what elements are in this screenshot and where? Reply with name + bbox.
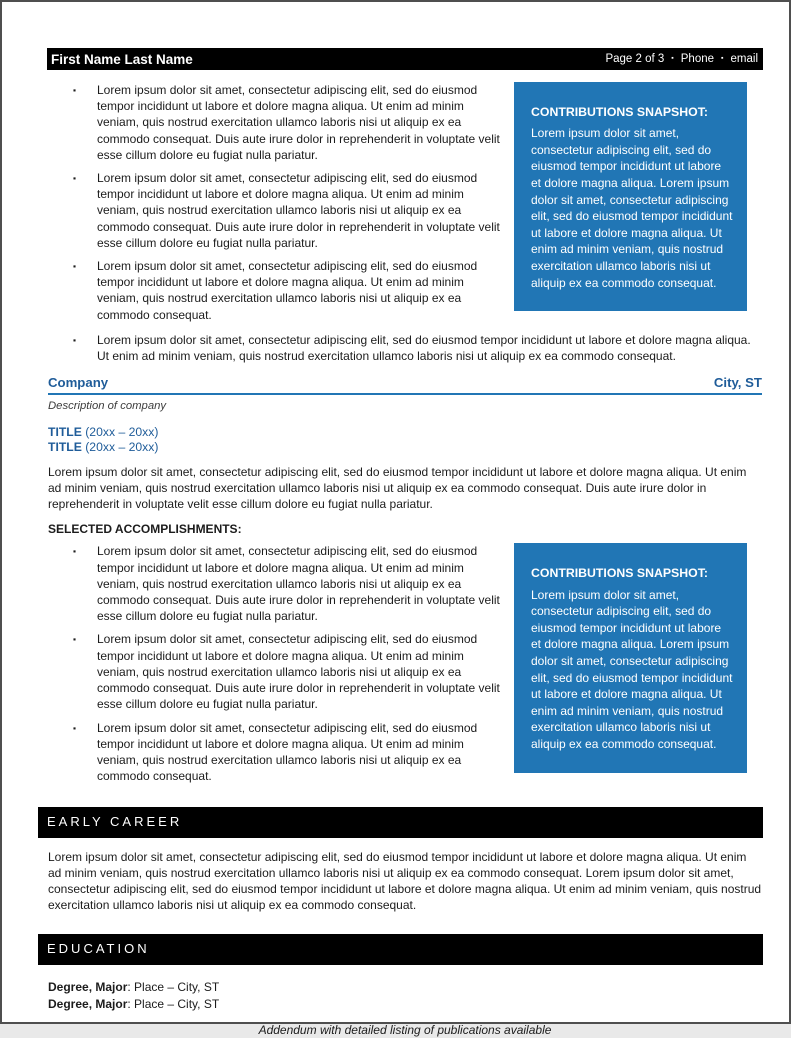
list-item [48,82,500,163]
list-item [48,543,500,624]
degree-line [48,996,762,1013]
bullet-text: Lorem ipsum dolor sit amet, consectetur adipiscing elit, sed do eiusmod tempor incididunt ut labore et dolore magna aliqua. Ut enim ad minim veniam, quis nostrud exercitation ullamco laboris nisi ut aliquip ex ea commodo consequat. Duis aute irure dolor in reprehenderit in voluptate velit esse cillum dolore eu fugiat nulla pariatur. [97,544,500,624]
square-separator-icon: ▪ [721,54,724,62]
bullet-icon: ▪ [73,173,77,184]
square-separator-icon: ▪ [671,54,674,62]
addendum-note: Addendum with detailed listing of publications available [258,1022,552,1037]
degree-name: Degree, Major [48,996,128,1011]
job-dates: (20xx – 20xx) [85,439,159,454]
list-item [48,720,500,785]
list-item [48,631,500,712]
snapshot-title: CONTRIBUTIONS SNAPSHOT: [531,566,708,581]
snapshot-title: CONTRIBUTIONS SNAPSHOT: [531,105,708,119]
degree-line [48,979,762,996]
bullet-icon: ▪ [73,334,77,345]
bullet-text: Lorem ipsum dolor sit amet, consectetur adipiscing elit, sed do eiusmod tempor incididunt ut labore et dolore magna aliqua. Ut enim ad minim veniam, quis nostrud exercitation ullamco laboris nisi ut aliquip ex ea commodo consequat. Duis aute irure dolor in reprehenderit in voluptate velit esse cillum dolore eu fugiat nulla pariatur. [97,171,500,250]
snapshot-body: Lorem ipsum dolor sit amet, consectetur adipiscing elit, sed do eiusmod tempor incididunt ut labore et dolore magna aliqua. Lorem ipsum dolor sit amet, consectetur adipiscing elit, sed do eiusmod tempor incididunt ut labore et dolore magna aliqua. Ut enim ad minim veniam, quis nostrud exercitation ullamco laboris nisi ut aliquip ex ea commodo consequat. [531,126,733,290]
company-name: Company [48,375,109,391]
page-number: Page 2 of 3 [605,53,665,65]
degree-place: : Place – City, ST [127,979,220,994]
header-name: First Name Last Name [51,51,193,67]
accomplishments-label: SELECTED ACCOMPLISHMENTS: [48,522,242,537]
job-dates: (20xx – 20xx) [85,424,159,439]
list-item [48,258,500,323]
job-titles [48,425,762,455]
bullet-text: Lorem ipsum dolor sit amet, consectetur adipiscing elit, sed do eiusmod tempor incididunt ut labore et dolore magna aliqua. Ut enim ad minim veniam, quis nostrud exercitation ullamco laboris nisi ut aliquip ex ea commodo consequat. [97,332,751,364]
bullet-text: Lorem ipsum dolor sit amet, consectetur adipiscing elit, sed do eiusmod tempor incididunt ut labore et dolore magna aliqua. Ut enim ad minim veniam, quis nostrud exercitation ullamco laboris nisi ut aliquip ex ea commodo consequat. Duis aute irure dolor in reprehenderit in voluptate velit esse cillum dolore eu fugiat nulla pariatur. [97,83,500,162]
contributions-snapshot-box [514,543,747,772]
accomplishments-section [48,543,762,791]
header-email: email [730,53,758,65]
header-phone: Phone [680,53,715,65]
bullet-icon: ▪ [73,722,77,733]
early-career-banner: EARLY CAREER [38,807,763,837]
job-title-line [48,440,762,455]
degree-place: : Place – City, ST [127,996,220,1011]
bullet-text: Lorem ipsum dolor sit amet, consectetur adipiscing elit, sed do eiusmod tempor incididunt ut labore et dolore magna aliqua. Ut enim ad minim veniam, quis nostrud exercitation ullamco laboris nisi ut aliquip ex ea commodo consequat. [97,720,478,784]
snapshot-body: Lorem ipsum dolor sit amet, consectetur adipiscing elit, sed do eiusmod tempor incididunt ut labore et dolore magna aliqua. Lorem ipsum dolor sit amet, consectetur adipiscing elit, sed do eiusmod tempor incididunt ut labore et dolore magna aliqua. Ut enim ad minim veniam, quis nostrud exercitation ullamco laboris nisi ut aliquip ex ea commodo consequat. [531,587,733,752]
experience-bullets [48,82,514,330]
header-contact [605,53,758,65]
experience-section [48,82,762,330]
bullet-text: Lorem ipsum dolor sit amet, consectetur adipiscing elit, sed do eiusmod tempor incididunt ut labore et dolore magna aliqua. Ut enim ad minim veniam, quis nostrud exercitation ullamco laboris nisi ut aliquip ex ea commodo consequat. [97,259,478,322]
degrees-list [48,979,762,1013]
bullet-icon: ▪ [73,634,77,645]
education-banner: EDUCATION [38,934,763,964]
company-heading-row [48,375,762,395]
bullet-icon: ▪ [73,85,77,95]
degree-name: Degree, Major [48,979,128,994]
company-location: City, ST [713,375,762,391]
company-description: Description of company [48,400,167,413]
list-item [48,170,500,251]
page-content [48,82,762,1038]
bullet-text: Lorem ipsum dolor sit amet, consectetur adipiscing elit, sed do eiusmod tempor incididunt ut labore et dolore magna aliqua. Ut enim ad minim veniam, quis nostrud exercitation ullamco laboris nisi ut aliquip ex ea commodo consequat. Duis aute irure dolor in reprehenderit in voluptate velit esse cillum dolore eu fugiat nulla pariatur. [97,632,500,712]
job-title: TITLE [48,424,82,439]
job-title: TITLE [48,439,82,454]
job-title-line [48,425,762,440]
list-item [48,332,762,364]
page-header-bar [47,48,763,70]
contributions-snapshot-box [514,82,747,311]
role-summary: Lorem ipsum dolor sit amet, consectetur adipiscing elit, sed do eiusmod tempor incididunt ut labore et dolore magna aliqua. Ut enim ad minim veniam, quis nostrud exercitation ullamco laboris nisi ut aliquip ex ea commodo consequat. Duis aute irure dolor in reprehenderit in voluptate velit esse cillum dolore eu fugiat nulla pariatur. [48,464,747,512]
bullet-icon: ▪ [73,546,77,557]
bullet-icon: ▪ [73,261,77,272]
accomplishments-bullets [48,543,514,791]
early-career-text: Lorem ipsum dolor sit amet, consectetur adipiscing elit, sed do eiusmod tempor incididunt ut labore et dolore magna aliqua. Ut enim ad minim veniam, quis nostrud exercitation ullamco laboris nisi ut aliquip ex ea commodo consequat. Lorem ipsum dolor sit amet, consectetur adipiscing elit, sed do eiusmod tempor incididunt ut labore et dolore magna aliqua. Ut enim ad minim veniam, quis nostrud exercitation ullamco laboris nisi ut aliquip ex ea commodo consequat. [48,849,762,913]
